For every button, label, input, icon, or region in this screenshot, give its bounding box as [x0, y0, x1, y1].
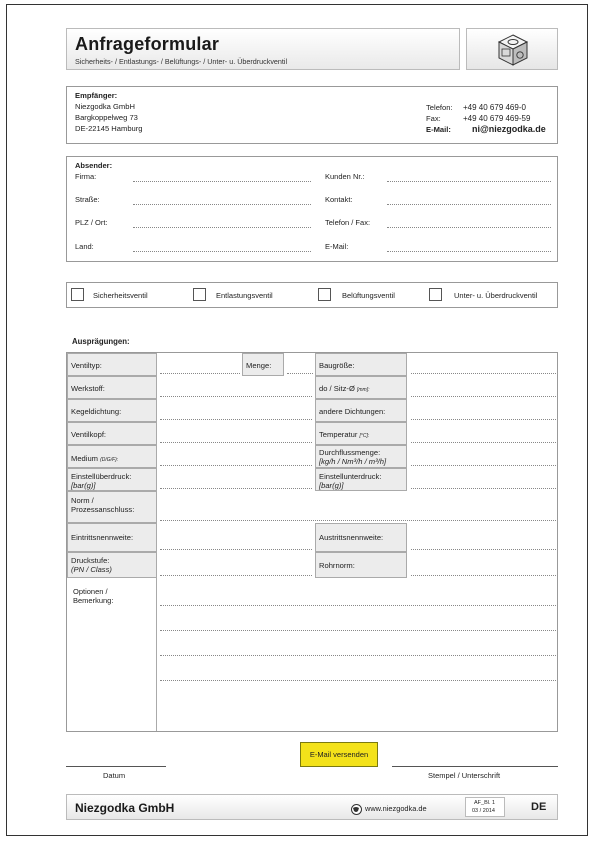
language-code: DE — [531, 801, 547, 813]
footer-website[interactable]: www.niezgodka.de — [365, 804, 427, 813]
spec-label-cell — [67, 445, 157, 468]
specs-table — [66, 352, 558, 732]
recipient-street: Bargkoppelweg 73 — [75, 113, 138, 122]
medium-field[interactable] — [160, 465, 312, 466]
remarks-label: Bemerkung: — [73, 596, 114, 605]
temperature-field[interactable] — [411, 442, 556, 443]
quantity-label: Menge: — [246, 361, 272, 370]
cone-seal-field[interactable] — [160, 419, 312, 420]
recipient-heading: Empfänger: — [75, 91, 118, 100]
seat-diameter-field[interactable] — [411, 396, 556, 397]
sender-label-country: Land: — [75, 242, 94, 251]
spec-label-cell — [315, 353, 407, 376]
spec-unit: [°C]: — [359, 433, 370, 439]
pipe-standard-field[interactable] — [411, 575, 556, 576]
valve-cube-logo — [466, 28, 558, 70]
email-value[interactable]: ni@niezgodka.de — [472, 124, 546, 134]
sender-label-city: PLZ / Ort: — [75, 218, 108, 227]
inlet-size-field[interactable] — [160, 549, 312, 550]
spec-unit: [bar(g)] — [71, 481, 96, 490]
footer-company: Niezgodka GmbH — [75, 801, 175, 815]
spec-label: do / Sitz-Ø — [319, 384, 355, 393]
sender-label-company: Firma: — [75, 172, 97, 181]
flow-rate-field[interactable] — [411, 465, 556, 466]
valve-type-row — [66, 282, 558, 308]
valve-head-field[interactable] — [160, 442, 312, 443]
options-label: Optionen / — [73, 587, 108, 596]
spec-label: Werkstoff: — [71, 384, 105, 393]
remarks-line[interactable] — [160, 630, 556, 631]
spec-label-cell — [315, 445, 407, 468]
date-label: Datum — [103, 771, 126, 780]
set-overpressure-field[interactable] — [160, 488, 312, 489]
street-field[interactable] — [133, 204, 311, 205]
page-footer — [66, 794, 558, 820]
spec-label: Rohrnorm: — [319, 561, 355, 570]
doc-date: 03 / 2014 — [472, 808, 495, 814]
spec-label: Norm / — [71, 496, 94, 505]
sender-label-phone-fax: Telefon / Fax: — [325, 218, 371, 227]
other-seals-field[interactable] — [411, 419, 556, 420]
date-line — [66, 766, 166, 767]
stamp-signature-label: Stempel / Unterschrift — [428, 771, 501, 780]
spec-unit: (PN / Class) — [71, 565, 112, 574]
label-relief-valve: Entlastungsventil — [216, 291, 273, 300]
checkbox-vent-valve[interactable] — [318, 288, 331, 301]
material-field[interactable] — [160, 396, 312, 397]
fax-value: +49 40 679 469-59 — [463, 114, 531, 123]
send-email-button[interactable]: E-Mail versenden — [300, 742, 378, 767]
sender-label-customer-no: Kunden Nr.: — [325, 172, 365, 181]
doc-id: AF_Bl. 1 — [474, 800, 496, 806]
signature-line — [392, 766, 558, 767]
standard-connection-field[interactable] — [160, 520, 556, 521]
recipient-box — [66, 86, 558, 144]
spec-label-cell — [67, 491, 157, 523]
spec-label: Eintrittsnennweite: — [71, 533, 134, 542]
email-label: E-Mail: — [426, 125, 451, 134]
customer-no-field[interactable] — [387, 181, 551, 182]
form-title: Anfrageformular — [75, 34, 220, 54]
phone-value: +49 40 679 469-0 — [463, 103, 526, 112]
spec-label-cell — [315, 552, 407, 578]
zip-city-field[interactable] — [133, 227, 311, 228]
phone-label: Telefon: — [426, 103, 453, 112]
remarks-line[interactable] — [160, 680, 556, 681]
spec-label: Ventilkopf: — [71, 430, 107, 439]
spec-label-cell — [67, 468, 157, 491]
sender-label-street: Straße: — [75, 195, 100, 204]
set-vacuum-field[interactable] — [411, 488, 556, 489]
checkbox-relief-valve[interactable] — [193, 288, 206, 301]
spec-unit: (D/G/F): — [100, 457, 119, 463]
checkbox-pressure-vacuum-valve[interactable] — [429, 288, 442, 301]
sender-label-contact: Kontakt: — [325, 195, 353, 204]
company-field[interactable] — [133, 181, 311, 182]
sender-label-email: E-Mail: — [325, 242, 349, 251]
spec-label: Medium — [71, 454, 99, 463]
recipient-company: Niezgodka GmbH — [75, 102, 135, 111]
sender-box — [66, 156, 558, 262]
quantity-label-cell — [242, 353, 284, 376]
spec-label-cell — [67, 552, 157, 578]
specs-heading: Ausprägungen: — [72, 337, 130, 346]
spec-label-cell — [67, 353, 157, 376]
spec-label-cell — [67, 399, 157, 422]
outlet-size-field[interactable] — [411, 549, 556, 550]
valve-type-field[interactable] — [160, 373, 240, 374]
spec-unit: [bar(g)] — [319, 481, 344, 490]
spec-label-cell — [315, 376, 407, 399]
spec-label: Durchflussmenge: — [319, 448, 381, 457]
spec-label: Druckstufe: — [71, 556, 110, 565]
spec-label-cell — [67, 422, 157, 445]
checkbox-safety-valve[interactable] — [71, 288, 84, 301]
spec-label: andere Dichtungen: — [319, 407, 386, 416]
spec-unit: [mm]: — [357, 387, 370, 393]
spec-label-cell — [67, 376, 157, 399]
spec-label-cell — [315, 399, 407, 422]
spec-label-cell — [67, 523, 157, 552]
spec-label: Einstellüberdruck: — [71, 472, 132, 481]
sender-heading: Absender: — [75, 161, 113, 170]
spec-label: Temperatur — [319, 430, 358, 439]
globe-icon — [351, 802, 362, 820]
spec-label-cell — [315, 523, 407, 552]
spec-label: Kegeldichtung: — [71, 407, 122, 416]
form-header — [66, 28, 460, 70]
form-subtitle: Sicherheits- / Entlastungs- / Belüftungs- / Unter- u. Überdruckventil — [75, 57, 288, 66]
label-pressure-vacuum-valve: Unter- u. Überdruckventil — [454, 291, 538, 300]
spec-label-cell — [315, 422, 407, 445]
spec-label-cell — [315, 468, 407, 491]
spec-label-2: Prozessanschluss: — [71, 505, 135, 514]
country-field[interactable] — [133, 251, 311, 252]
size-field[interactable] — [411, 373, 556, 374]
remarks-line[interactable] — [160, 605, 556, 606]
label-vent-valve: Belüftungsventil — [342, 291, 395, 300]
fax-label: Fax: — [426, 114, 441, 123]
pressure-rating-field[interactable] — [160, 575, 312, 576]
doc-id-box — [465, 797, 505, 817]
recipient-city: DE-22145 Hamburg — [75, 124, 143, 133]
phone-fax-field[interactable] — [387, 227, 551, 228]
spec-label: Austrittsnennweite: — [319, 533, 384, 542]
label-safety-valve: Sicherheitsventil — [93, 291, 148, 300]
spec-unit: [kg/h / Nm³/h / m³/h] — [319, 457, 387, 466]
spec-label: Baugröße: — [319, 361, 355, 370]
sender-email-field[interactable] — [387, 251, 551, 252]
contact-field[interactable] — [387, 204, 551, 205]
spec-label: Einstellunterdruck: — [319, 472, 382, 481]
cube-logo-icon — [496, 33, 530, 67]
quantity-field[interactable] — [287, 373, 313, 374]
remarks-line[interactable] — [160, 655, 556, 656]
spec-label: Ventiltyp: — [71, 361, 102, 370]
